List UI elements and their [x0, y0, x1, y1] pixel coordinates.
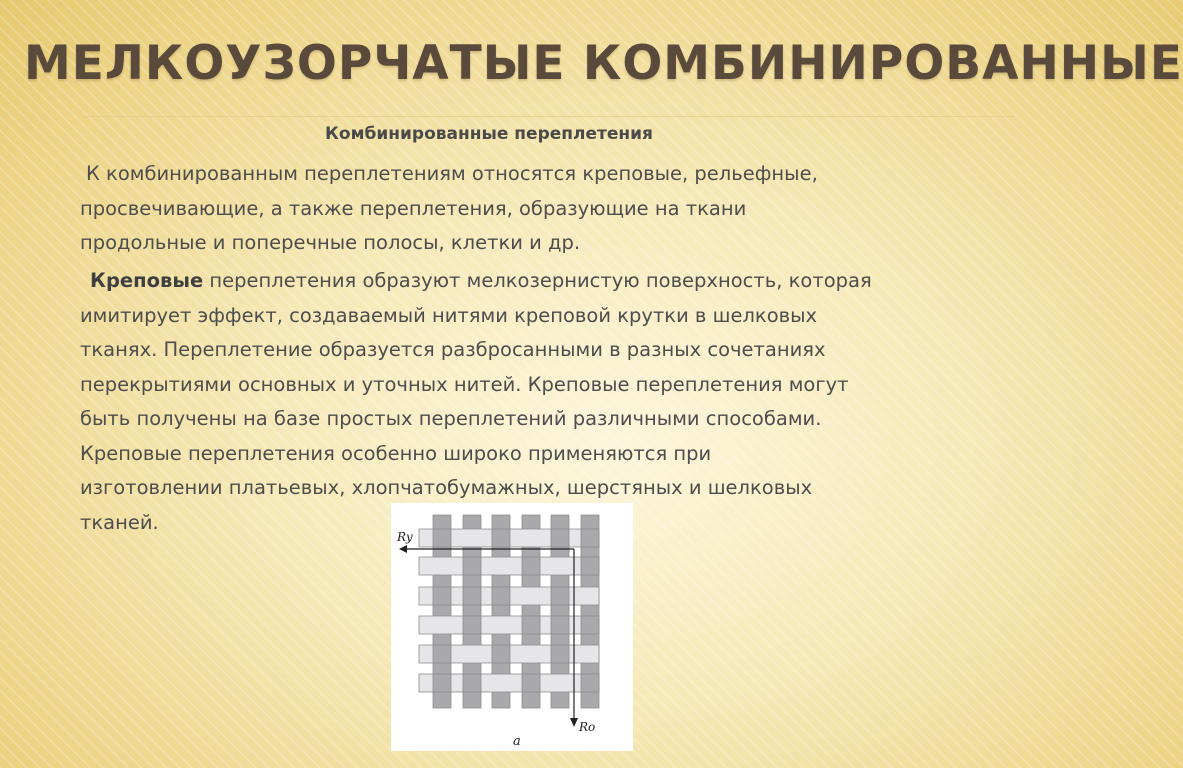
warp-overlap — [492, 645, 510, 663]
warp-overlap — [551, 529, 569, 547]
warp-overlap — [463, 616, 481, 634]
warp-overlap — [551, 587, 569, 605]
paragraph-line-rest: переплетения образуют мелкозернистую поверхность, которая — [203, 269, 872, 292]
paragraph-first-line — [80, 264, 1000, 299]
paragraph-line: просвечивающие, а также переплетения, образующие на ткани — [80, 196, 747, 220]
paragraph-line: К комбинированным переплетениям относятся креповые, рельефные, — [86, 162, 818, 185]
warp-overlap — [492, 587, 510, 605]
arrow-down-icon — [570, 718, 578, 727]
paragraph-line: тканей. — [80, 510, 159, 534]
arrow-left-icon — [399, 545, 407, 553]
warp-overlap — [433, 674, 451, 692]
warp-overlap — [551, 616, 569, 634]
warp-overlap — [463, 557, 481, 575]
weave-grid — [419, 515, 599, 708]
warp-overlap — [433, 587, 451, 605]
weave-diagram-svg — [391, 503, 633, 751]
warp-overlap — [581, 674, 599, 692]
warp-overlap — [522, 557, 540, 575]
paragraph-crepe-weaves — [80, 264, 1000, 540]
warp-overlap — [581, 616, 599, 634]
warp-overlap — [433, 529, 451, 547]
warp-overlap — [492, 529, 510, 547]
paragraph-line: Креповые переплетения особенно широко применяются при — [80, 441, 712, 465]
label-ro: Ro — [579, 720, 596, 734]
paragraph-line: изготовлении платьевых, хлопчатобумажных, шерстяных и шелковых — [80, 476, 813, 499]
warp-overlap — [463, 674, 481, 692]
warp-overlap — [551, 645, 569, 663]
emphasis-crepe: Креповые — [90, 269, 204, 292]
title-divider — [84, 116, 1014, 117]
warp-overlap — [433, 645, 451, 663]
warp-overlap — [581, 529, 599, 547]
figure-caption: a — [513, 734, 521, 749]
label-ry: Ry — [397, 530, 413, 544]
paragraph-combined-weaves — [80, 157, 980, 261]
paragraph-line: имитирует эффект, создаваемый нитями креповой крутки в шелковых — [80, 303, 818, 327]
weave-diagram — [391, 503, 633, 751]
weft-thread — [419, 557, 599, 575]
paragraph-line: тканях. Переплетение образуется разбросанными в разных сочетаниях — [80, 338, 826, 361]
slide-subtitle: Комбинированные переплетения — [325, 124, 653, 144]
weft-thread — [419, 616, 599, 634]
warp-overlap — [522, 616, 540, 634]
paragraph-line: быть получены на базе простых переплетений различными способами. — [80, 407, 822, 430]
paragraph-line: перекрытиями основных и уточных нитей. Креповые переплетения могут — [80, 372, 849, 396]
paragraph-line: продольные и поперечные полосы, клетки и др. — [80, 231, 581, 254]
slide-title: МЕЛКОУЗОРЧАТЫЕ КОМБИНИРОВАННЫЕ — [24, 36, 1183, 91]
warp-overlap — [581, 557, 599, 575]
warp-overlap — [522, 674, 540, 692]
warp-overlap — [463, 587, 481, 605]
